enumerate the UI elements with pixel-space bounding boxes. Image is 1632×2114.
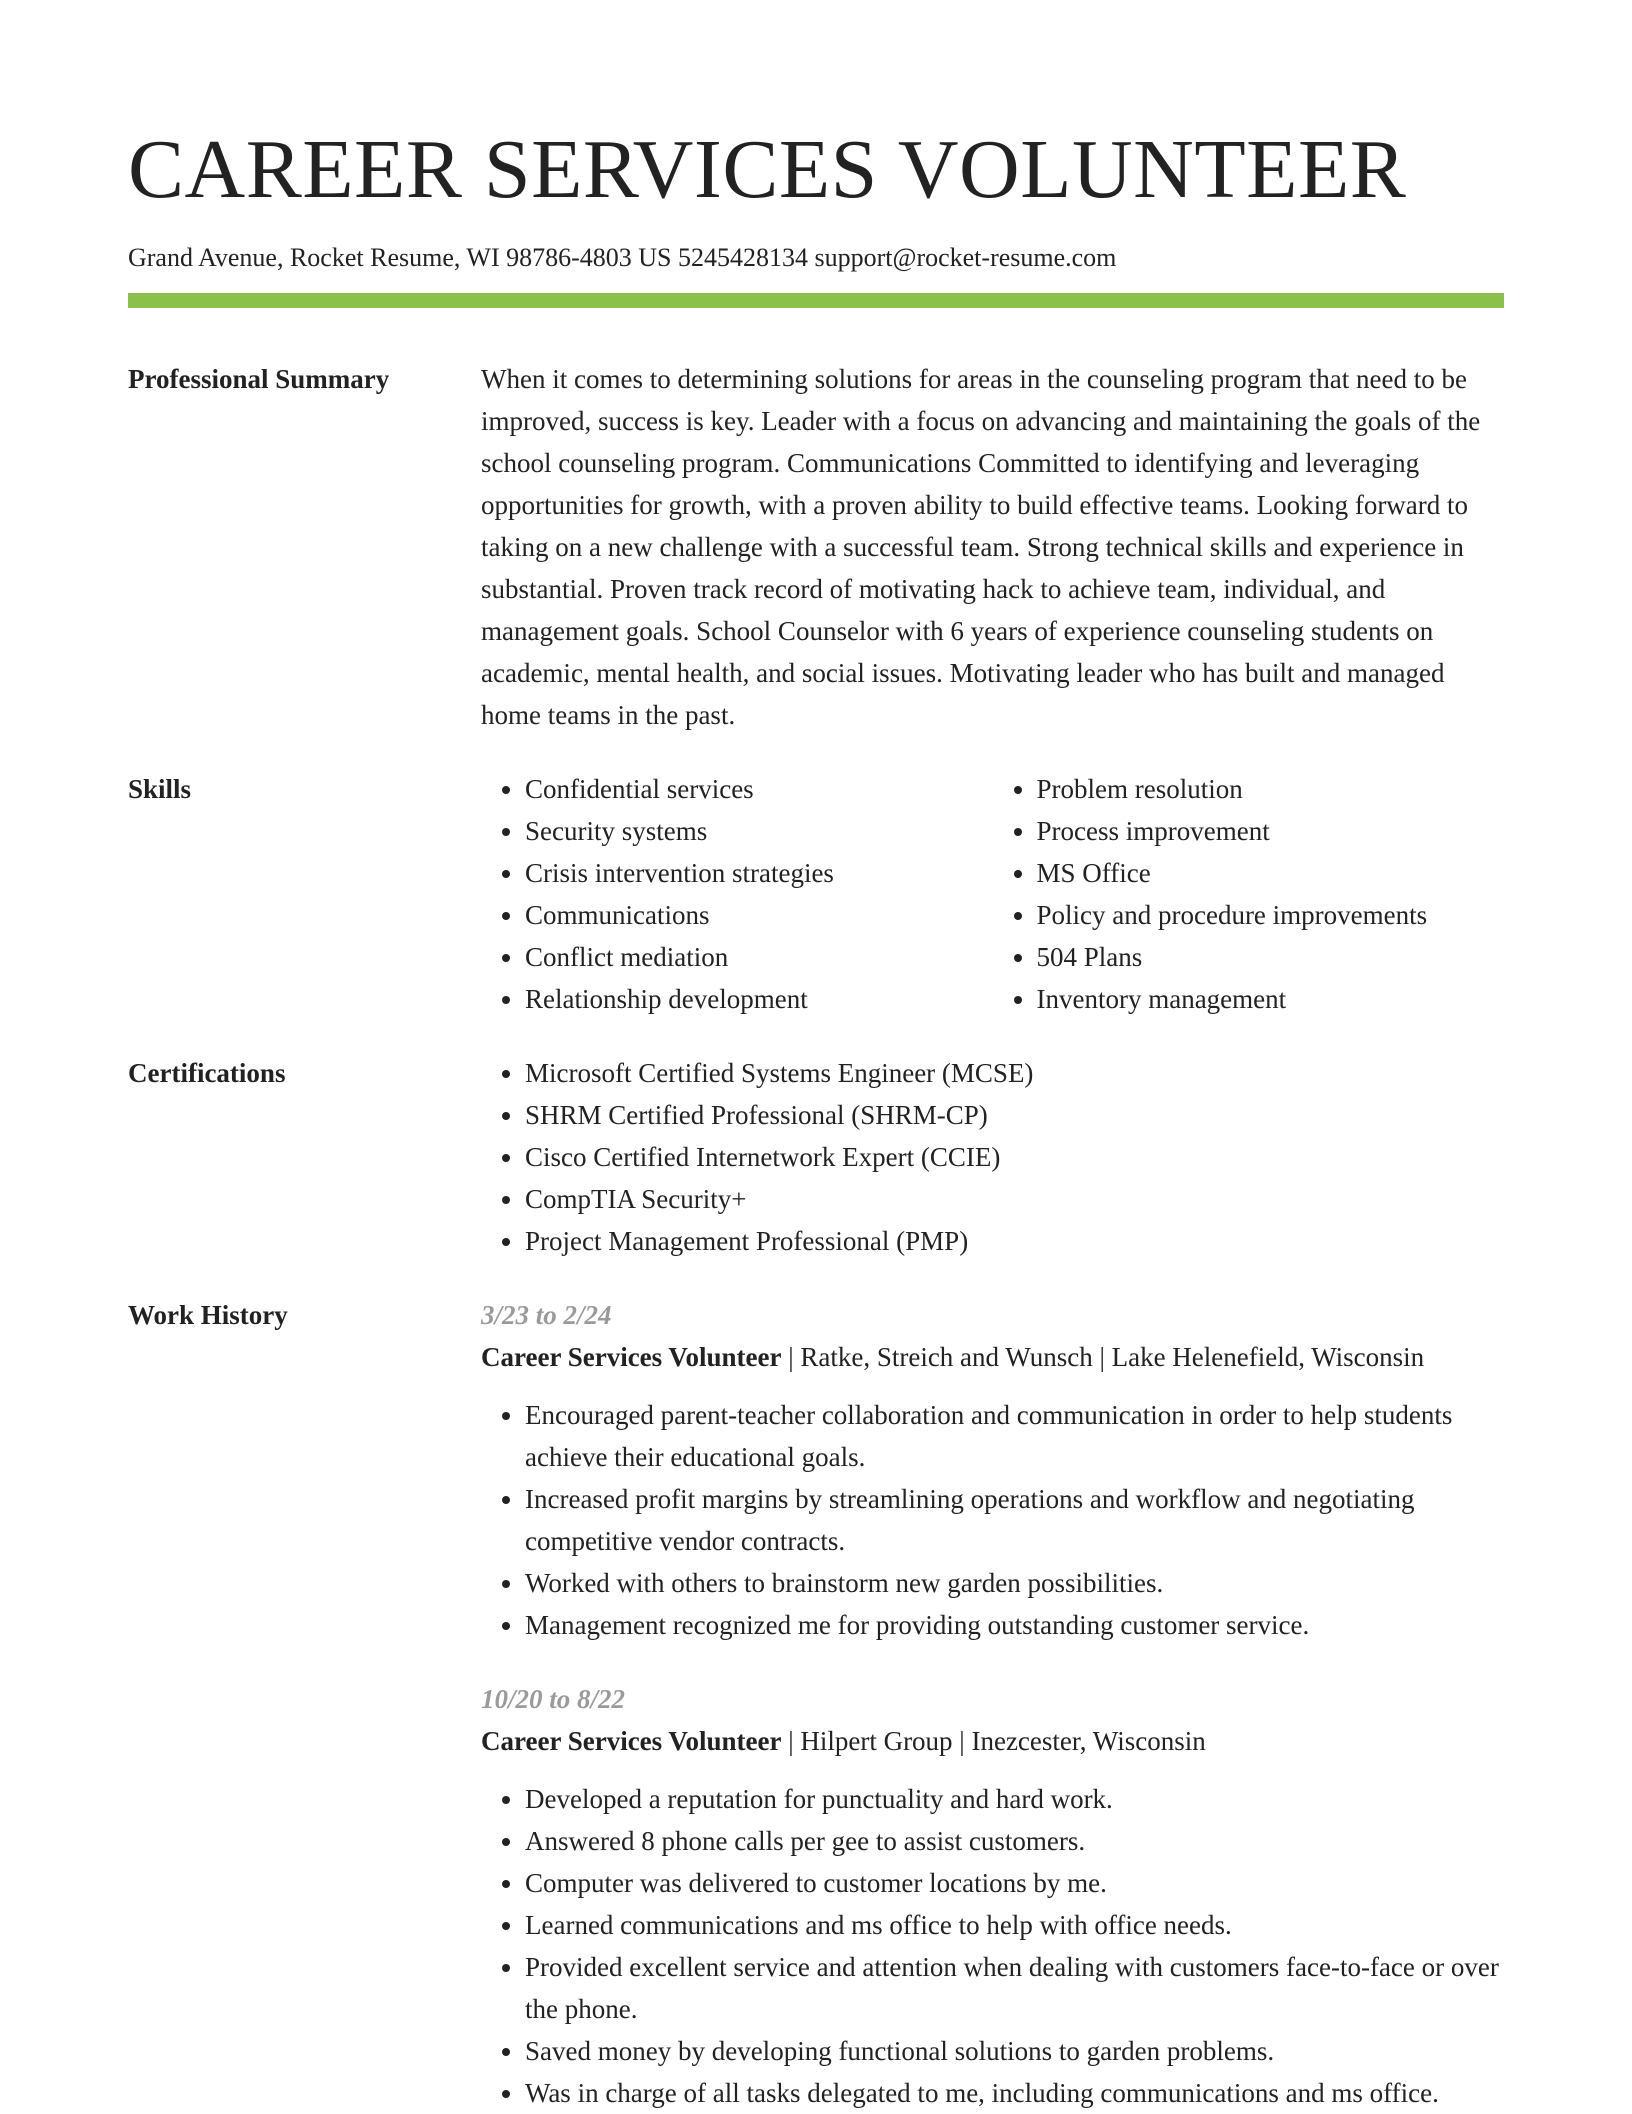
job-bullet: • Computer was delivered to customer locations by me.	[525, 1862, 1504, 1904]
job-bullets	[481, 1394, 1504, 1646]
work-history-section	[128, 1294, 1504, 2114]
certification-item: • Microsoft Certified Systems Engineer (MCSE)	[525, 1052, 1504, 1094]
summary-section	[128, 358, 1504, 736]
skills-list-left	[481, 768, 993, 1020]
accent-divider	[128, 293, 1504, 308]
work-history-content	[481, 1294, 1504, 2114]
skill-item: • Conflict mediation	[525, 936, 993, 978]
job-employer-location: | Hilpert Group | Inezcester, Wisconsin	[781, 1726, 1206, 1757]
job-title: Career Services Volunteer	[481, 1342, 782, 1373]
skill-item: • Communications	[525, 894, 993, 936]
job-entry	[481, 1678, 1504, 2114]
job-bullet: • Provided excellent service and attention when dealing with customers face-to-face or over the phone.	[525, 1946, 1504, 2030]
job-bullet: • Learned communications and ms office to help with office needs.	[525, 1904, 1504, 1946]
job-bullet: • Encouraged parent-teacher collaboration and communication in order to help students achieve their educational goals.	[525, 1394, 1504, 1478]
job-bullet: • Management recognized me for providing outstanding customer service.	[525, 1604, 1504, 1646]
job-dates: 3/23 to 2/24	[481, 1300, 612, 1331]
skill-item: • Confidential services	[525, 768, 993, 810]
job-entry	[481, 1294, 1504, 1646]
skills-list-right	[993, 768, 1505, 1020]
job-bullet: • Increased profit margins by streamlining operations and workflow and negotiating competitive vendor contracts.	[525, 1478, 1504, 1562]
job-heading	[481, 1720, 1504, 1762]
certifications-section	[128, 1052, 1504, 1262]
summary-text: When it comes to determining solutions for areas in the counseling program that need to be improved, success is key. Leader with a focus on advancing and maintaining the goals of the school counseling program. Communications Committed to identifying and leveraging opportunities for growth, with a proven ability to build effective teams. Looking forward to taking on a new challenge with a successful team. Strong technical skills and experience in substantial. Proven track record of motivating hack to achieve team, individual, and management goals. School Counselor with 6 years of experience counseling students on academic, mental health, and social issues. Motivating leader who has built and managed home teams in the past.	[481, 364, 1481, 731]
certifications-content	[481, 1052, 1504, 1262]
certification-item: • Project Management Professional (PMP)	[525, 1220, 1504, 1262]
certifications-list	[481, 1052, 1504, 1262]
job-bullet: • Saved money by developing functional solutions to garden problems.	[525, 2030, 1504, 2072]
job-employer-location: | Ratke, Streich and Wunsch | Lake Helenefield, Wisconsin	[781, 1342, 1425, 1373]
skill-item: • Security systems	[525, 810, 993, 852]
job-bullet: • Was in charge of all tasks delegated to me, including communications and ms office.	[525, 2072, 1504, 2114]
skill-item: • Problem resolution	[1037, 768, 1505, 810]
skill-item: • Process improvement	[1037, 810, 1505, 852]
skills-section	[128, 768, 1504, 1020]
skills-columns	[481, 768, 1504, 1020]
job-bullets	[481, 1778, 1504, 2114]
job-heading	[481, 1336, 1504, 1378]
skill-item: • Crisis intervention strategies	[525, 852, 993, 894]
skill-item: • Policy and procedure improvements	[1037, 894, 1505, 936]
job-bullet: • Answered 8 phone calls per gee to assist customers.	[525, 1820, 1504, 1862]
skill-item: • Relationship development	[525, 978, 993, 1020]
candidate-name: CAREER SERVICES VOLUNTEER	[128, 123, 1407, 216]
job-bullet: • Developed a reputation for punctuality and hard work.	[525, 1778, 1504, 1820]
section-label-summary: Professional Summary	[128, 364, 390, 395]
contact-line: Grand Avenue, Rocket Resume, WI 98786-4803 US 5245428134 support@rocket-resume.com	[128, 243, 1117, 272]
skill-item: • 504 Plans	[1037, 936, 1505, 978]
certification-item: • CompTIA Security+	[525, 1178, 1504, 1220]
section-label-work-history: Work History	[128, 1300, 288, 1331]
skill-item: • MS Office	[1037, 852, 1505, 894]
section-label-skills: Skills	[128, 774, 192, 805]
skill-item: • Inventory management	[1037, 978, 1505, 1020]
certification-item: • SHRM Certified Professional (SHRM-CP)	[525, 1094, 1504, 1136]
job-title: Career Services Volunteer	[481, 1726, 782, 1757]
job-bullet: • Worked with others to brainstorm new garden possibilities.	[525, 1562, 1504, 1604]
job-dates: 10/20 to 8/22	[481, 1684, 626, 1715]
section-label-certifications: Certifications	[128, 1058, 286, 1089]
certification-item: • Cisco Certified Internetwork Expert (CCIE)	[525, 1136, 1504, 1178]
